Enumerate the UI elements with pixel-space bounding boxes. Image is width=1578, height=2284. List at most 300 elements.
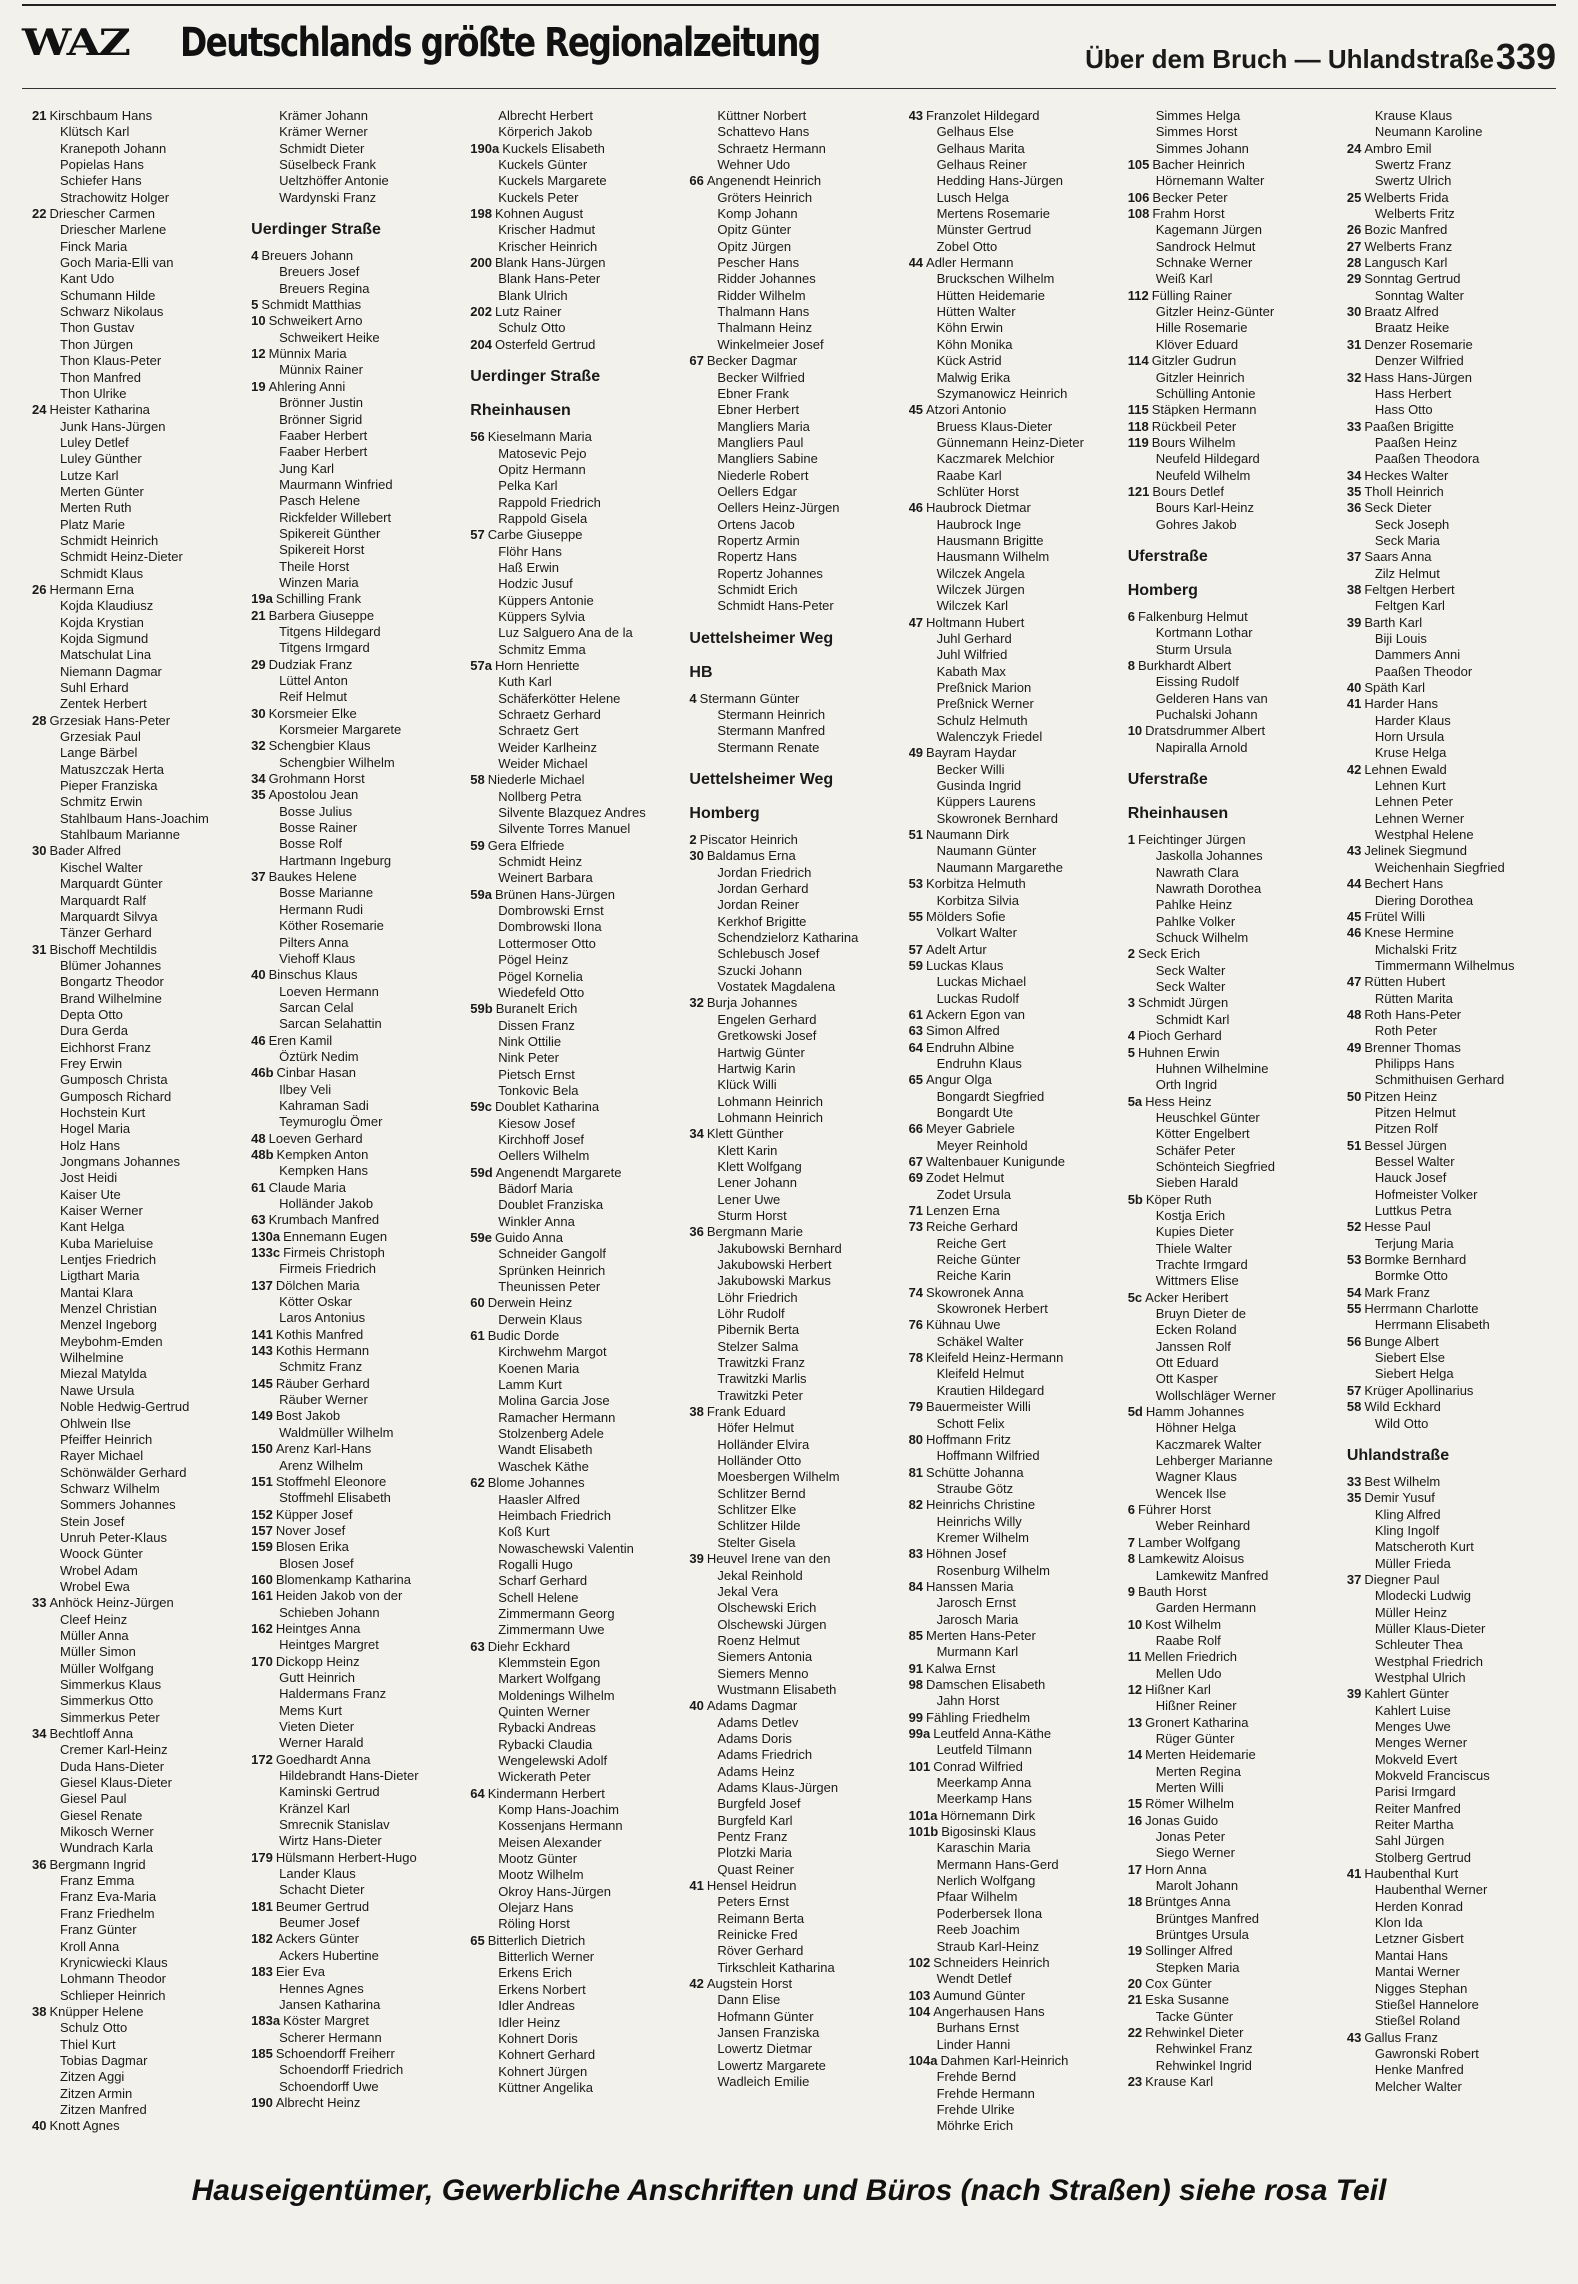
- directory-entry: Quinten Werner: [498, 1703, 590, 1719]
- house-number: 57: [470, 527, 485, 543]
- house-number: 43: [1346, 2029, 1362, 2045]
- directory-entry: Haß Erwin: [498, 559, 559, 575]
- directory-entry: Denzer Wilfried: [1374, 353, 1464, 369]
- directory-entry: Biji Louis: [1374, 631, 1427, 646]
- directory-entry: Jongmans Johannes: [60, 1154, 180, 1169]
- directory-entry: Korbitza Silvia: [936, 892, 1019, 908]
- directory-entry: Bours Karl-Heinz: [1155, 500, 1254, 516]
- directory-entry: Kling Alfred: [1374, 1506, 1441, 1522]
- directory-entry: 172 Goedhardt Anna: [251, 1751, 371, 1767]
- directory-entry: Merten Willi: [1155, 1779, 1224, 1795]
- directory-entry: Kaiser Werner: [60, 1203, 143, 1219]
- directory-entry: Herrmann Elisabeth: [1374, 1317, 1490, 1333]
- house-number: 130a: [251, 1228, 281, 1244]
- directory-entry: Schmidt Heinz-Dieter: [60, 549, 183, 565]
- directory-entry: Ackers Hubertine: [279, 1947, 379, 1963]
- directory-entry: Breuers Regina: [279, 280, 370, 296]
- directory-entry: 16 Jonas Guido: [1127, 1812, 1219, 1828]
- directory-entry: Reimann Berta: [717, 1910, 805, 1926]
- directory-entry: Hartmann Ingeburg: [279, 852, 392, 868]
- directory-entry: Pasch Helene: [279, 493, 361, 509]
- directory-entry: Seck Joseph: [1374, 516, 1450, 532]
- directory-entry: Hodzic Jusuf: [498, 576, 573, 592]
- house-number: 24: [32, 402, 47, 418]
- directory-entry: Kojda Klaudiusz: [60, 598, 154, 614]
- house-number: 141: [251, 1326, 273, 1342]
- directory-entry: Moldenings Wilhelm: [498, 1687, 615, 1703]
- directory-entry: 53 Bormke Bernhard: [1346, 1252, 1467, 1268]
- house-number: 21: [251, 607, 266, 623]
- directory-entry: Winzen Maria: [279, 574, 359, 590]
- directory-entry: Malwig Erika: [936, 369, 1011, 385]
- house-number: 59d: [470, 1164, 493, 1180]
- house-number: 82: [908, 1497, 924, 1513]
- directory-entry: Frehde Hermann: [936, 2085, 1035, 2101]
- directory-entry: Niederle Robert: [717, 467, 809, 483]
- directory-entry: Straub Karl-Heinz: [936, 1938, 1040, 1954]
- house-number: 47: [1346, 974, 1362, 990]
- directory-entry: Zitzen Armin: [60, 2085, 133, 2101]
- directory-entry: 30 Braatz Alfred: [1346, 304, 1439, 320]
- directory-entry: 105 Bacher Heinrich: [1127, 157, 1245, 173]
- directory-entry: Scharf Gerhard: [498, 1573, 588, 1589]
- directory-entry: Blümer Johannes: [60, 957, 162, 973]
- directory-entry: 79 Bauermeister Willi: [908, 1399, 1031, 1415]
- house-number: 37: [1346, 549, 1362, 565]
- directory-entry: Heintges Margret: [279, 1637, 379, 1653]
- directory-entry: Hildebrandt Hans-Dieter: [279, 1768, 419, 1784]
- directory-entry: Klemmstein Egon: [498, 1654, 601, 1670]
- directory-entry: Szymanowicz Heinrich: [936, 385, 1068, 401]
- directory-entry: Wundrach Karla: [60, 1840, 153, 1856]
- directory-entry: Nawrath Clara: [1155, 864, 1239, 880]
- directory-entry: Feltgen Karl: [1374, 598, 1445, 614]
- directory-entry: 46b Cinbar Hasan: [251, 1065, 357, 1081]
- house-number: 46b: [251, 1065, 274, 1081]
- directory-entry: Puchalski Johann: [1155, 707, 1258, 722]
- house-number: 37: [251, 869, 266, 885]
- directory-entry: Henke Manfred: [1374, 2062, 1464, 2078]
- directory-entry: 179 Hülsmann Herbert-Hugo: [251, 1849, 417, 1865]
- directory-entry: 44 Adler Hermann: [908, 255, 1014, 271]
- house-number: 40: [689, 1698, 704, 1714]
- directory-entry: 4 Pioch Gerhard: [1127, 1028, 1222, 1044]
- house-number: 14: [1127, 1747, 1143, 1763]
- directory-entry: Kuba Marieluise: [60, 1235, 154, 1251]
- house-number: 29: [1346, 271, 1362, 287]
- house-number: 34: [1346, 467, 1362, 483]
- directory-entry: Öztürk Nedim: [279, 1048, 359, 1064]
- house-number: 80: [908, 1431, 924, 1447]
- directory-entry: Mootz Wilhelm: [498, 1867, 584, 1883]
- directory-entry: 183a Köster Margret: [251, 2013, 370, 2029]
- house-number: 160: [251, 1571, 273, 1587]
- directory-entry: Idler Heinz: [498, 2014, 561, 2030]
- directory-entry: 74 Skowronek Anna: [908, 1284, 1024, 1300]
- directory-entry: Doublet Franziska: [498, 1197, 604, 1213]
- directory-entry: Franz Günter: [60, 1922, 137, 1938]
- column-2: [241, 108, 460, 2143]
- house-number: 59e: [470, 1230, 492, 1245]
- street-heading: Uettelsheimer Weg: [689, 771, 834, 789]
- directory-entry: Gelderen Hans van: [1155, 690, 1268, 706]
- directory-entry: Kant Udo: [60, 271, 115, 287]
- directory-entry: 38 Feltgen Herbert: [1346, 581, 1455, 597]
- house-number: 31: [32, 941, 47, 957]
- directory-entry: Letzner Gisbert: [1374, 1931, 1464, 1947]
- house-number: 10: [1127, 723, 1143, 739]
- house-number: 91: [908, 1660, 924, 1676]
- house-number: 60: [470, 1295, 485, 1311]
- house-number: 2: [689, 832, 697, 848]
- house-number: 55: [908, 908, 924, 924]
- directory-entry: Vieten Dieter: [279, 1719, 355, 1734]
- house-number: 48: [251, 1130, 266, 1146]
- house-number: 51: [1346, 1137, 1362, 1153]
- house-number: 3: [1127, 995, 1135, 1011]
- house-number: 8: [1127, 657, 1135, 673]
- house-number: 42: [689, 1976, 704, 1992]
- directory-entry: Schulz Otto: [60, 2020, 128, 2036]
- directory-entry: Mikosch Werner: [60, 1824, 154, 1840]
- house-number: 38: [1346, 581, 1362, 597]
- directory-entry: Küttner Norbert: [717, 108, 807, 123]
- directory-entry: Kagemann Jürgen: [1155, 222, 1262, 238]
- directory-entry: Dura Gerda: [60, 1023, 128, 1039]
- directory-entry: Gretkowski Josef: [717, 1028, 817, 1044]
- directory-entry: Smrecnik Stanislav: [279, 1817, 390, 1833]
- house-number: 150: [251, 1441, 273, 1457]
- directory-entry: Szucki Johann: [717, 962, 802, 978]
- footer-note: Hauseigentümer, Gewerbliche Anschriften und Büros (nach Straßen) siehe rosa Teil: [191, 2174, 1387, 2207]
- directory-entry: Trawitzki Franz: [717, 1355, 806, 1371]
- directory-entry: Schäfer Peter: [1155, 1142, 1236, 1158]
- directory-entry: Bruckschen Wilhelm: [936, 271, 1055, 287]
- house-number: 21: [32, 108, 47, 123]
- directory-entry: Koß Kurt: [498, 1524, 550, 1540]
- directory-entry: 20 Cox Günter: [1127, 1976, 1212, 1992]
- directory-entry: Nowaschewski Valentin: [498, 1540, 634, 1556]
- house-number: 18: [1127, 1894, 1143, 1910]
- directory-entry: 31 Bischoff Mechtildis: [32, 941, 157, 957]
- house-number: 13: [1127, 1714, 1143, 1730]
- house-number: 151: [251, 1473, 273, 1489]
- directory-entry: Matuszczak Herta: [60, 761, 165, 777]
- house-number: 4: [251, 248, 259, 264]
- directory-entry: 47 Rütten Hubert: [1346, 974, 1446, 990]
- directory-entry: Bongardt Ute: [936, 1104, 1014, 1120]
- directory-entry: Becker Willi: [936, 761, 1005, 777]
- directory-entry: Opitz Jürgen: [717, 238, 792, 254]
- directory-entry: Schönwälder Gerhard: [60, 1464, 187, 1480]
- directory-entry: Viehoff Klaus: [279, 950, 356, 966]
- directory-entry: Brand Wilhelmine: [60, 990, 162, 1006]
- directory-entry: Gröters Heinrich: [717, 189, 813, 205]
- directory-entry: Krause Klaus: [1374, 108, 1453, 123]
- directory-entry: 18 Brüntges Anna: [1127, 1894, 1231, 1910]
- directory-entry: Hörnemann Walter: [1155, 173, 1265, 189]
- house-number: 34: [689, 1126, 704, 1142]
- directory-entry: Thon Klaus-Peter: [60, 353, 162, 369]
- house-number: 52: [1346, 1219, 1362, 1235]
- directory-entry: Kuckels Peter: [498, 189, 579, 205]
- directory-entry: Naumann Margarethe: [936, 859, 1064, 875]
- house-number: 5c: [1127, 1289, 1143, 1305]
- directory-entry: Kremer Wilhelm: [936, 1529, 1030, 1545]
- house-number: 83: [908, 1546, 924, 1562]
- directory-entry: Köther Rosemarie: [279, 918, 384, 934]
- directory-entry: 190 Albrecht Heinz: [251, 2094, 361, 2110]
- directory-entry: Ohlwein Ilse: [60, 1415, 131, 1431]
- directory-entry: 102 Schneiders Heinrich: [908, 1954, 1050, 1970]
- directory-entry: Depta Otto: [60, 1006, 123, 1022]
- directory-entry: 64 Kindermann Herbert: [470, 1785, 605, 1801]
- directory-entry: 145 Räuber Gerhard: [251, 1375, 370, 1391]
- directory-entry: Welberts Fritz: [1374, 206, 1455, 222]
- house-number: 63: [908, 1023, 924, 1039]
- directory-entry: Hausmann Wilhelm: [936, 549, 1050, 565]
- directory-entry: 114 Gitzler Gudrun: [1127, 353, 1237, 369]
- directory-entry: 84 Hanssen Maria: [908, 1578, 1014, 1594]
- directory-entry: Karaschin Maria: [936, 1840, 1031, 1856]
- directory-entry: Möhrke Erich: [936, 2118, 1014, 2134]
- directory-entry: Breuers Josef: [279, 264, 360, 280]
- directory-entry: Neumann Karoline: [1374, 124, 1483, 140]
- directory-entry: Marolt Johann: [1155, 1878, 1239, 1894]
- directory-entry: Kempken Hans: [279, 1163, 369, 1179]
- directory-entry: Adams Heinz: [717, 1763, 795, 1779]
- house-number: 63: [470, 1638, 485, 1654]
- directory-entry: Hochstein Kurt: [60, 1104, 146, 1120]
- directory-entry: 43 Jelinek Siegmund: [1346, 843, 1467, 859]
- directory-entry: Wardynski Franz: [279, 189, 377, 205]
- directory-entry: Brönner Sigrid: [279, 411, 363, 427]
- directory-entry: 130a Ennemann Eugen: [251, 1228, 388, 1244]
- directory-entry: Winkler Anna: [498, 1213, 575, 1229]
- directory-entry: Murmann Karl: [936, 1644, 1019, 1660]
- top-rule: [22, 4, 1556, 6]
- directory-entry: 61 Claude Maria: [251, 1179, 346, 1195]
- directory-entry: 34 Heckes Walter: [1346, 467, 1449, 483]
- directory-entry: Küppers Antonie: [498, 592, 594, 608]
- directory-entry: 198 Kohnen August: [470, 206, 584, 222]
- house-number: 6: [1127, 608, 1135, 624]
- house-number: 12: [1127, 1681, 1143, 1697]
- house-number: 19: [1127, 1943, 1143, 1959]
- column-3: [460, 108, 679, 2143]
- directory-entry: 34 Grohmann Horst: [251, 771, 365, 787]
- directory-entry: Burhans Ernst: [936, 2020, 1019, 2036]
- house-number: 182: [251, 1931, 273, 1947]
- house-number: 99a: [908, 1726, 931, 1742]
- house-number: 58: [1346, 1399, 1362, 1415]
- house-number: 59a: [470, 886, 492, 902]
- directory-entry: Hennes Agnes: [279, 1980, 364, 1996]
- directory-entry: Sarcan Selahattin: [279, 1016, 382, 1032]
- directory-entry: Jekal Vera: [717, 1583, 779, 1599]
- directory-entry: Rosenburg Wilhelm: [936, 1562, 1050, 1578]
- house-number: 36: [689, 1224, 704, 1240]
- directory-entry: 106 Becker Peter: [1127, 189, 1228, 205]
- directory-entry: Lener Johann: [717, 1175, 797, 1191]
- house-number: 40: [251, 967, 266, 983]
- house-number: 48: [1346, 1006, 1362, 1022]
- directory-entry: Krautien Hildegard: [936, 1382, 1045, 1398]
- directory-entry: Schäkel Walter: [936, 1333, 1024, 1349]
- directory-entry: Kostja Erich: [1155, 1207, 1226, 1223]
- directory-entry: Schmidt Karl: [1155, 1011, 1230, 1027]
- directory-entry: Kischel Walter: [60, 859, 143, 875]
- directory-entry: Müller Frieda: [1374, 1555, 1451, 1571]
- house-number: 185: [251, 2045, 273, 2061]
- directory-entry: Stelzer Salma: [717, 1338, 799, 1354]
- directory-entry: 101a Hörnemann Dirk: [908, 1807, 1036, 1823]
- directory-entry: Albrecht Herbert: [498, 108, 593, 123]
- directory-entry: 45 Frütel Willi: [1346, 908, 1425, 924]
- directory-entry: Sturm Horst: [717, 1207, 787, 1223]
- house-number: 30: [689, 848, 704, 864]
- directory-entry: 35 Tholl Heinrich: [1346, 483, 1444, 499]
- directory-entry: Heuschkel Günter: [1155, 1109, 1260, 1125]
- directory-entry: Menzel Christian: [60, 1301, 157, 1317]
- directory-entry: Adams Klaus-Jürgen: [717, 1779, 839, 1795]
- directory-entry: Marquardt Günter: [60, 876, 163, 892]
- directory-entry: Timmermann Wilhelmus: [1374, 957, 1515, 973]
- directory-entry: Maurmann Winfried: [279, 476, 393, 492]
- directory-entry: Haubrock Inge: [936, 516, 1022, 532]
- directory-entry: Woock Günter: [60, 1546, 143, 1562]
- directory-entry: Bosse Rolf: [279, 836, 343, 852]
- directory-entry: Paaßen Theodor: [1374, 663, 1473, 679]
- directory-entry: Markert Wolfgang: [498, 1671, 601, 1687]
- directory-entry: Molina Garcia Jose: [498, 1393, 610, 1409]
- directory-entry: Parisi Irmgard: [1374, 1784, 1456, 1800]
- house-number: 38: [32, 2003, 47, 2019]
- directory-entry: 81 Schütte Johanna: [908, 1464, 1024, 1480]
- house-number: 6: [1127, 1502, 1135, 1518]
- directory-entry: Komp Hans-Joachim: [498, 1802, 619, 1818]
- directory-entry: Roth Peter: [1374, 1023, 1437, 1039]
- directory-entry: Kruse Helga: [1374, 745, 1447, 761]
- house-number: 62: [470, 1475, 485, 1491]
- directory-entry: Müller Anna: [60, 1627, 129, 1643]
- street-range: Über dem Bruch — Uhlandstraße: [1085, 44, 1494, 74]
- street-heading: Uferstraße: [1127, 547, 1208, 565]
- directory-entry: Wickerath Peter: [498, 1769, 591, 1785]
- directory-entry: Straube Götz: [936, 1480, 1014, 1496]
- house-number: 65: [470, 1932, 485, 1948]
- house-number: 53: [1346, 1252, 1362, 1268]
- house-number: 104a: [908, 2052, 938, 2068]
- directory-entry: Blosen Josef: [279, 1555, 354, 1571]
- directory-entry: Klett Karin: [717, 1142, 778, 1158]
- directory-entry: Thon Ulrike: [60, 385, 127, 401]
- directory-entry: Reiter Manfred: [1374, 1800, 1461, 1816]
- directory-entry: Stießel Roland: [1374, 2013, 1461, 2029]
- house-number: 143: [251, 1343, 273, 1359]
- directory-entry: Teymuroglu Ömer: [279, 1114, 383, 1130]
- directory-entry: 26 Bozic Manfred: [1346, 222, 1448, 238]
- directory-entry: 1 Feichtinger Jürgen: [1127, 832, 1246, 848]
- house-number: 172: [251, 1751, 273, 1767]
- directory-entry: Hauck Josef: [1374, 1170, 1447, 1186]
- directory-entry: Röling Horst: [498, 1916, 570, 1932]
- directory-entry: Mermann Hans-Gerd: [936, 1856, 1059, 1872]
- directory-entry: Kojda Sigmund: [60, 631, 149, 646]
- directory-entry: Küppers Laurens: [936, 794, 1036, 810]
- directory-entry: Schoendorff Uwe: [279, 2078, 379, 2094]
- house-number: 55: [1346, 1301, 1362, 1317]
- column-7: [1337, 108, 1556, 2143]
- directory-entry: Sturm Ursula: [1155, 641, 1232, 657]
- directory-entry: 51 Naumann Dirk: [908, 827, 1010, 843]
- directory-entry: Schmitz Erwin: [60, 794, 143, 810]
- house-number: 202: [470, 304, 492, 320]
- directory-entry: Jansen Franziska: [717, 2025, 820, 2041]
- directory-entry: 58 Wild Eckhard: [1346, 1399, 1441, 1415]
- directory-entry: 185 Schoendorff Freiherr: [251, 2045, 395, 2061]
- directory-entry: Moesbergen Wilhelm: [717, 1469, 840, 1485]
- directory-entry: 24 Ambro Emil: [1346, 140, 1432, 156]
- directory-entry: Thon Gustav: [60, 320, 135, 336]
- directory-entry: Müller Heinz: [1374, 1604, 1448, 1620]
- directory-entry: Kleifeld Helmut: [936, 1366, 1024, 1382]
- directory-entry: 161 Heiden Jakob von der: [251, 1588, 403, 1604]
- directory-entry: 5a Hess Heinz: [1127, 1093, 1212, 1109]
- directory-entry: Terjung Maria: [1374, 1235, 1454, 1251]
- directory-entry: Mlodecki Ludwig: [1374, 1588, 1471, 1604]
- directory-entry: 66 Angenendt Heinrich: [689, 173, 822, 189]
- directory-entry: Mems Kurt: [279, 1702, 342, 1718]
- directory-entry: 202 Lutz Rainer: [470, 304, 562, 320]
- directory-entry: 30 Bader Alfred: [32, 843, 122, 859]
- directory-entry: Menzel Ingeborg: [60, 1317, 157, 1333]
- house-number: 103: [908, 1987, 931, 2003]
- directory-entry: 40 Binschus Klaus: [251, 967, 358, 983]
- house-number: 26: [32, 581, 47, 597]
- directory-entry: 55 Herrmann Charlotte: [1346, 1301, 1479, 1317]
- directory-entry: Ligthart Maria: [60, 1268, 140, 1284]
- directory-entry: 31 Denzer Rosemarie: [1346, 336, 1473, 352]
- directory-entry: Wengelewski Adolf: [498, 1753, 608, 1768]
- directory-entry: 22 Rehwinkel Dieter: [1127, 2025, 1244, 2041]
- directory-entry: Schlüter Horst: [936, 483, 1019, 499]
- house-number: 19a: [251, 591, 273, 607]
- directory-entry: Sarcan Celal: [279, 999, 354, 1015]
- house-number: 104: [908, 2003, 931, 2019]
- directory-entry: Winkelmeier Josef: [717, 336, 824, 352]
- directory-entry: 53 Korbitza Helmuth: [908, 876, 1026, 892]
- house-number: 54: [1346, 1284, 1362, 1300]
- directory-entry: Lutze Karl: [60, 467, 119, 483]
- directory-entry: Wrobel Ewa: [60, 1578, 130, 1594]
- directory-entry: Linder Hanni: [936, 2036, 1011, 2052]
- directory-entry: Mellen Udo: [1155, 1665, 1222, 1681]
- directory-entry: Klon Ida: [1374, 1915, 1423, 1931]
- directory-entry: Holz Hans: [60, 1137, 120, 1153]
- directory-entry: Krämer Werner: [279, 124, 368, 140]
- directory-entry: Theile Horst: [279, 558, 350, 574]
- directory-entry: 29 Sonntag Gertrud: [1346, 271, 1461, 287]
- directory-entry: Stoffmehl Elisabeth: [279, 1490, 391, 1506]
- directory-entry: Spikereit Horst: [279, 542, 365, 558]
- directory-entry: Schmithuisen Gerhard: [1374, 1072, 1505, 1088]
- directory-entry: Komp Johann: [717, 206, 798, 222]
- directory-entry: Gumposch Christa: [60, 1072, 168, 1088]
- directory-entry: Lüttel Anton: [279, 673, 348, 688]
- directory-entry: 54 Mark Franz: [1346, 1284, 1431, 1300]
- directory-entry: 65 Bitterlich Dietrich: [470, 1932, 586, 1948]
